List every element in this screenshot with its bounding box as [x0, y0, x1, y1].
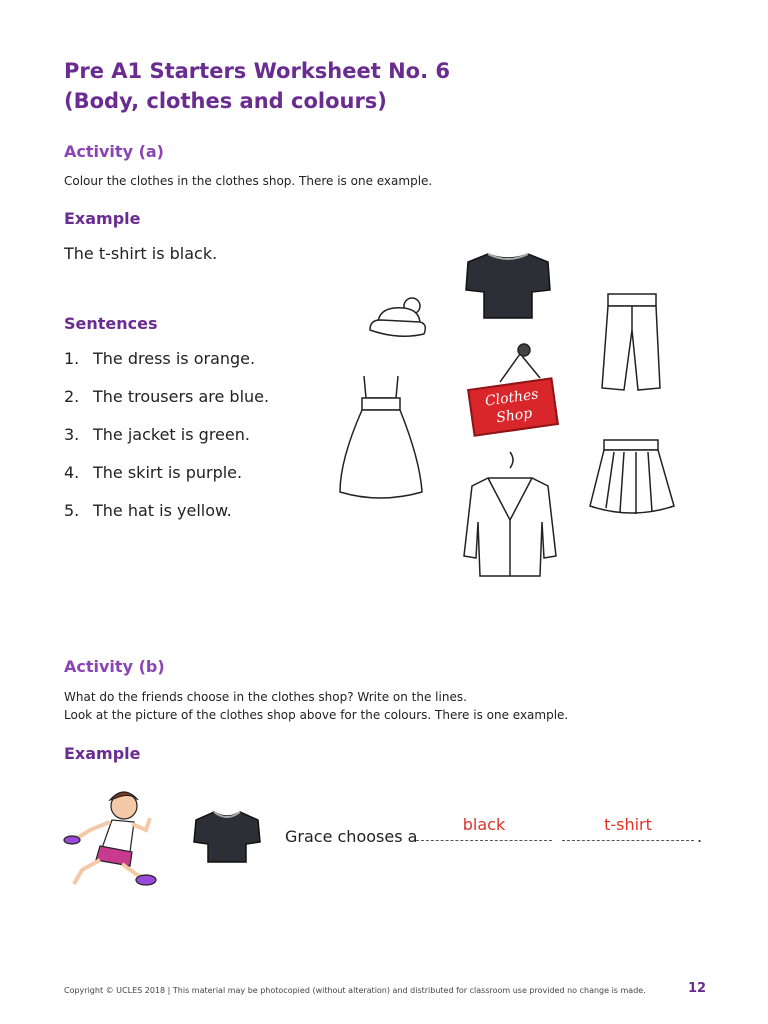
page-number: 12 [688, 981, 707, 996]
sentence-text: The jacket is green. [93, 425, 250, 444]
sentence-number: 2. [64, 387, 80, 406]
sign-line-2: Shop [495, 405, 534, 427]
activity-a-heading: Activity (a) [64, 142, 164, 161]
activity-b-heading: Activity (b) [64, 657, 165, 676]
example-sentence-a: The t-shirt is black. [64, 244, 218, 263]
sign-line-1: Clothes [484, 386, 540, 410]
sentence-number: 1. [64, 349, 80, 368]
sentence-text: The hat is yellow. [93, 501, 232, 520]
girl-running-icon [64, 792, 156, 885]
activity-a-instruction: Colour the clothes in the clothes shop. There is one example. [64, 174, 433, 188]
sentence-text: The skirt is purple. [93, 463, 243, 482]
activity-b-instruction-line-1: What do the friends choose in the clothes shop? Write on the lines. [64, 690, 467, 704]
answer-line-2[interactable] [562, 840, 694, 841]
sentence-text: The dress is orange. [93, 349, 256, 368]
sentence-number: 3. [64, 425, 80, 444]
answer-1: black [462, 815, 506, 834]
title-line-2: (Body, clothes and colours) [64, 89, 387, 113]
example-sentence-b: Grace chooses a [285, 827, 418, 846]
sentences-heading: Sentences [64, 314, 158, 333]
sentence-number: 4. [64, 463, 80, 482]
activity-b-instruction-line-2: Look at the picture of the clothes shop above for the colours. There is one example. [64, 708, 569, 722]
sentence-text: The trousers are blue. [93, 387, 270, 406]
answer-line-1[interactable] [416, 840, 552, 841]
example-heading-b: Example [64, 744, 141, 763]
tshirt-small-icon [194, 812, 260, 862]
sentence-number: 5. [64, 501, 80, 520]
copyright-footer: Copyright © UCLES 2018 | This material may be photocopied (without alteration) and distributed for classroom use provided no change is made. [64, 986, 646, 995]
example-heading-a: Example [64, 209, 141, 228]
answer-2: t-shirt [604, 815, 652, 834]
sentence-end-dot: . [697, 827, 703, 846]
title-line-1: Pre A1 Starters Worksheet No. 6 [64, 59, 450, 83]
